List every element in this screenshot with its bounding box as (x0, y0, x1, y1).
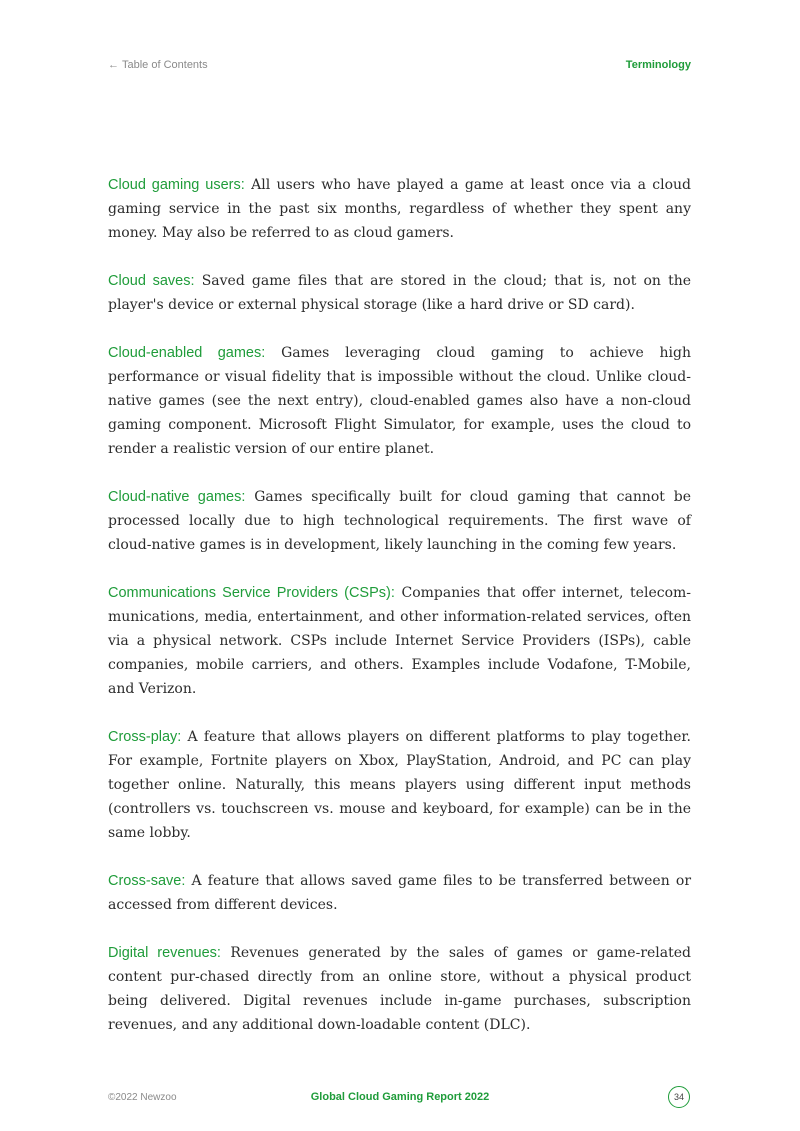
term-entry (108, 269, 691, 317)
term-entry (108, 581, 691, 701)
table-of-contents-link[interactable] (108, 59, 208, 71)
term-name: Cloud-native games: (108, 489, 246, 505)
term-entry (108, 173, 691, 245)
term-name: Cloud gaming users: (108, 177, 245, 193)
table-of-contents-label: Table of Contents (122, 59, 208, 71)
term-definition: Games leveraging cloud gaming to achieve high performance or visual fidelity that is impossible without the cloud. Unlike cloud-native games (see the next entry), cloud-enabled games also have a non-cloud gaming component. Microsoft Flight Simulator, for example, uses the cloud to render a realistic version of our entire planet. (108, 345, 691, 457)
copyright: ©2022 Newzoo (108, 1092, 177, 1103)
term-name: Cloud-enabled games: (108, 345, 266, 361)
back-arrow-icon: ← (108, 59, 119, 71)
term-entry (108, 341, 691, 461)
term-entry (108, 869, 691, 917)
term-name: Communications Service Providers (CSPs): (108, 585, 395, 601)
section-title: Terminology (625, 59, 691, 71)
term-definition: Companies that offer internet, telecom-munications, media, entertainment, and other information-related services, often via a physical network. CSPs include Internet Service Providers (ISPs), cable companies, mobile carriers, and others. Examples include Vodafone, T-Mobile, and Verizon. (108, 585, 691, 697)
term-definition: A feature that allows players on different platforms to play together. For example, Fortnite players on Xbox, PlayStation, Android, and PC can play together online. Naturally, this means players using different input methods (controllers vs. touchscreen vs. mouse and keyboard, for example) can be in the same lobby. (108, 729, 692, 841)
term-entry (108, 941, 691, 1037)
page-number-badge (668, 1086, 690, 1108)
term-name: Cross-save: (108, 873, 186, 889)
term-definition: A feature that allows saved game files to be transferred between or accessed from different devices. (108, 873, 692, 913)
term-definition: Games specifically built for cloud gaming that cannot be processed locally due to high technological requirements. The first wave of cloud-native games is in development, likely launching in the coming few years. (108, 489, 691, 553)
term-name: Cross-play: (108, 729, 182, 745)
page-number: 34 (673, 1092, 684, 1102)
report-title: Global Cloud Gaming Report 2022 (310, 1091, 490, 1103)
term-definition: All users who have played a game at least once via a cloud gaming service in the past six months, regardless of whether they spent any money. May also be referred to as cloud gamers. (108, 177, 691, 241)
terminology-list (108, 173, 691, 1061)
term-name: Digital revenues: (108, 945, 221, 961)
term-name: Cloud saves: (108, 273, 195, 289)
term-definition: Saved game files that are stored in the cloud; that is, not on the player's device or external physical storage (like a hard drive or SD card). (108, 273, 692, 313)
term-entry (108, 485, 691, 557)
term-entry (108, 725, 691, 845)
term-definition: Revenues generated by the sales of games or game-related content pur-chased directly from an online store, without a physical product being delivered. Digital revenues include in-game purchases, subscription revenues, and any additional down-loadable content (DLC). (108, 945, 692, 1033)
